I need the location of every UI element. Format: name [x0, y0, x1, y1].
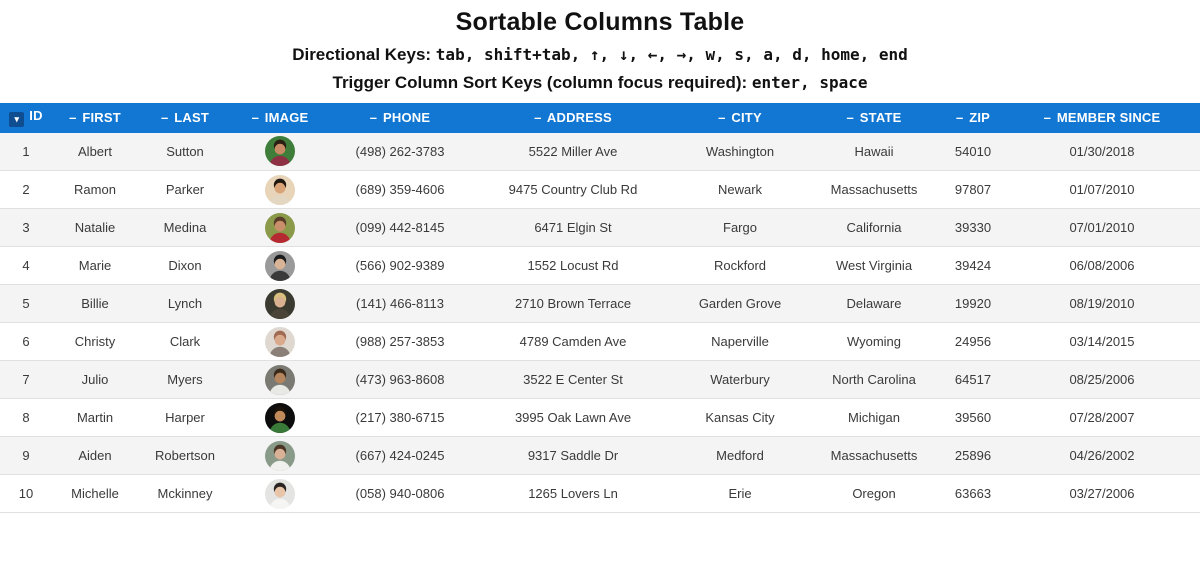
cell-phone: (058) 940-0806	[328, 475, 472, 513]
directional-keys-instruction	[0, 44, 1200, 65]
cell-address: 4789 Camden Ave	[472, 323, 674, 361]
column-header-id[interactable]: ▾ ID	[0, 103, 52, 133]
cell-zip: 39424	[942, 247, 1004, 285]
cell-id: 10	[0, 475, 52, 513]
cell-last: Parker	[138, 171, 232, 209]
table-row	[0, 399, 1200, 437]
cell-id: 9	[0, 437, 52, 475]
avatar	[265, 213, 295, 243]
unsorted-indicator: –	[69, 110, 77, 125]
cell-image	[232, 437, 328, 475]
table-row	[0, 285, 1200, 323]
directional-keys-label: Directional Keys:	[292, 45, 436, 64]
cell-member_since: 08/25/2006	[1004, 361, 1200, 399]
cell-id: 6	[0, 323, 52, 361]
cell-member_since: 04/26/2002	[1004, 437, 1200, 475]
table-row	[0, 323, 1200, 361]
cell-state: California	[806, 209, 942, 247]
table-row	[0, 361, 1200, 399]
column-header-zip[interactable]: – ZIP	[942, 103, 1004, 133]
cell-last: Clark	[138, 323, 232, 361]
sort-descending-icon: ▾	[9, 112, 24, 127]
cell-id: 3	[0, 209, 52, 247]
cell-address: 5522 Miller Ave	[472, 133, 674, 171]
table-row	[0, 475, 1200, 513]
avatar	[265, 289, 295, 319]
cell-zip: 25896	[942, 437, 1004, 475]
table-row	[0, 247, 1200, 285]
cell-state: Delaware	[806, 285, 942, 323]
sort-keys-list: enter, space	[751, 73, 868, 93]
column-header-city[interactable]: – CITY	[674, 103, 806, 133]
cell-first: Billie	[52, 285, 138, 323]
avatar	[265, 403, 295, 433]
cell-first: Michelle	[52, 475, 138, 513]
cell-image	[232, 323, 328, 361]
cell-city: Fargo	[674, 209, 806, 247]
cell-id: 8	[0, 399, 52, 437]
cell-image	[232, 171, 328, 209]
column-header-address[interactable]: – ADDRESS	[472, 103, 674, 133]
cell-address: 9475 Country Club Rd	[472, 171, 674, 209]
cell-member_since: 07/28/2007	[1004, 399, 1200, 437]
cell-first: Christy	[52, 323, 138, 361]
cell-city: Waterbury	[674, 361, 806, 399]
cell-zip: 24956	[942, 323, 1004, 361]
cell-image	[232, 133, 328, 171]
cell-phone: (667) 424-0245	[328, 437, 472, 475]
cell-id: 5	[0, 285, 52, 323]
cell-zip: 64517	[942, 361, 1004, 399]
sortable-table	[0, 103, 1200, 514]
unsorted-indicator: –	[369, 110, 378, 125]
cell-first: Martin	[52, 399, 138, 437]
cell-member_since: 01/30/2018	[1004, 133, 1200, 171]
cell-phone: (141) 466-8113	[328, 285, 472, 323]
cell-last: Lynch	[138, 285, 232, 323]
cell-id: 1	[0, 133, 52, 171]
cell-state: Wyoming	[806, 323, 942, 361]
cell-image	[232, 399, 328, 437]
cell-phone: (217) 380-6715	[328, 399, 472, 437]
cell-zip: 39330	[942, 209, 1004, 247]
cell-last: Mckinney	[138, 475, 232, 513]
cell-city: Newark	[674, 171, 806, 209]
table-row	[0, 437, 1200, 475]
cell-first: Julio	[52, 361, 138, 399]
cell-phone: (566) 902-9389	[328, 247, 472, 285]
cell-member_since: 03/27/2006	[1004, 475, 1200, 513]
cell-zip: 19920	[942, 285, 1004, 323]
cell-last: Dixon	[138, 247, 232, 285]
cell-state: Hawaii	[806, 133, 942, 171]
avatar	[265, 327, 295, 357]
table-row	[0, 209, 1200, 247]
cell-first: Albert	[52, 133, 138, 171]
cell-state: Massachusetts	[806, 437, 942, 475]
cell-last: Sutton	[138, 133, 232, 171]
column-header-phone[interactable]: – PHONE	[328, 103, 472, 133]
unsorted-indicator: –	[534, 110, 542, 125]
cell-image	[232, 361, 328, 399]
cell-address: 3995 Oak Lawn Ave	[472, 399, 674, 437]
table-row	[0, 133, 1200, 171]
cell-image	[232, 247, 328, 285]
cell-address: 1265 Lovers Ln	[472, 475, 674, 513]
cell-image	[232, 475, 328, 513]
table-header-row	[0, 103, 1200, 133]
column-header-member_since[interactable]: – MEMBER SINCE	[1004, 103, 1200, 133]
cell-member_since: 06/08/2006	[1004, 247, 1200, 285]
cell-image	[232, 285, 328, 323]
avatar	[265, 441, 295, 471]
cell-address: 2710 Brown Terrace	[472, 285, 674, 323]
avatar	[265, 479, 295, 509]
cell-first: Marie	[52, 247, 138, 285]
cell-image	[232, 209, 328, 247]
cell-zip: 97807	[942, 171, 1004, 209]
cell-phone: (988) 257-3853	[328, 323, 472, 361]
cell-zip: 39560	[942, 399, 1004, 437]
cell-phone: (498) 262-3783	[328, 133, 472, 171]
cell-city: Medford	[674, 437, 806, 475]
unsorted-indicator: –	[251, 110, 259, 125]
cell-member_since: 07/01/2010	[1004, 209, 1200, 247]
cell-address: 1552 Locust Rd	[472, 247, 674, 285]
cell-address: 3522 E Center St	[472, 361, 674, 399]
cell-city: Washington	[674, 133, 806, 171]
cell-member_since: 01/07/2010	[1004, 171, 1200, 209]
unsorted-indicator: –	[161, 110, 169, 125]
cell-member_since: 03/14/2015	[1004, 323, 1200, 361]
unsorted-indicator: –	[1043, 110, 1052, 125]
cell-id: 4	[0, 247, 52, 285]
cell-member_since: 08/19/2010	[1004, 285, 1200, 323]
cell-last: Robertson	[138, 437, 232, 475]
cell-id: 2	[0, 171, 52, 209]
unsorted-indicator: –	[955, 110, 964, 125]
cell-state: Michigan	[806, 399, 942, 437]
cell-first: Ramon	[52, 171, 138, 209]
cell-address: 9317 Saddle Dr	[472, 437, 674, 475]
cell-city: Kansas City	[674, 399, 806, 437]
cell-first: Natalie	[52, 209, 138, 247]
sort-keys-instruction	[0, 72, 1200, 93]
cell-last: Myers	[138, 361, 232, 399]
cell-phone: (099) 442-8145	[328, 209, 472, 247]
unsorted-indicator: –	[718, 110, 726, 125]
cell-state: Oregon	[806, 475, 942, 513]
avatar	[265, 136, 295, 166]
column-header-image[interactable]: – IMAGE	[232, 103, 328, 133]
avatar	[265, 251, 295, 281]
table-row	[0, 171, 1200, 209]
cell-city: Erie	[674, 475, 806, 513]
column-header-state[interactable]: – STATE	[806, 103, 942, 133]
cell-zip: 54010	[942, 133, 1004, 171]
avatar	[265, 365, 295, 395]
cell-first: Aiden	[52, 437, 138, 475]
cell-city: Rockford	[674, 247, 806, 285]
unsorted-indicator: –	[846, 110, 854, 125]
cell-state: Massachusetts	[806, 171, 942, 209]
page-title: Sortable Columns Table	[455, 8, 745, 36]
avatar	[265, 175, 295, 205]
column-header-first[interactable]: – FIRST	[52, 103, 138, 133]
cell-id: 7	[0, 361, 52, 399]
page-header	[0, 0, 1200, 94]
cell-city: Naperville	[674, 323, 806, 361]
table-body	[0, 133, 1200, 513]
cell-last: Harper	[138, 399, 232, 437]
cell-state: North Carolina	[806, 361, 942, 399]
directional-keys-list: tab, shift+tab, ↑, ↓, ←, →, w, s, a, d, home, end	[435, 45, 908, 64]
cell-phone: (473) 963-8608	[328, 361, 472, 399]
sort-keys-label: Trigger Column Sort Keys (column focus required):	[332, 73, 752, 93]
cell-city: Garden Grove	[674, 285, 806, 323]
cell-last: Medina	[138, 209, 232, 247]
cell-zip: 63663	[942, 475, 1004, 513]
cell-state: West Virginia	[806, 247, 942, 285]
cell-address: 6471 Elgin St	[472, 209, 674, 247]
cell-phone: (689) 359-4606	[328, 171, 472, 209]
column-header-last[interactable]: – LAST	[138, 103, 232, 133]
